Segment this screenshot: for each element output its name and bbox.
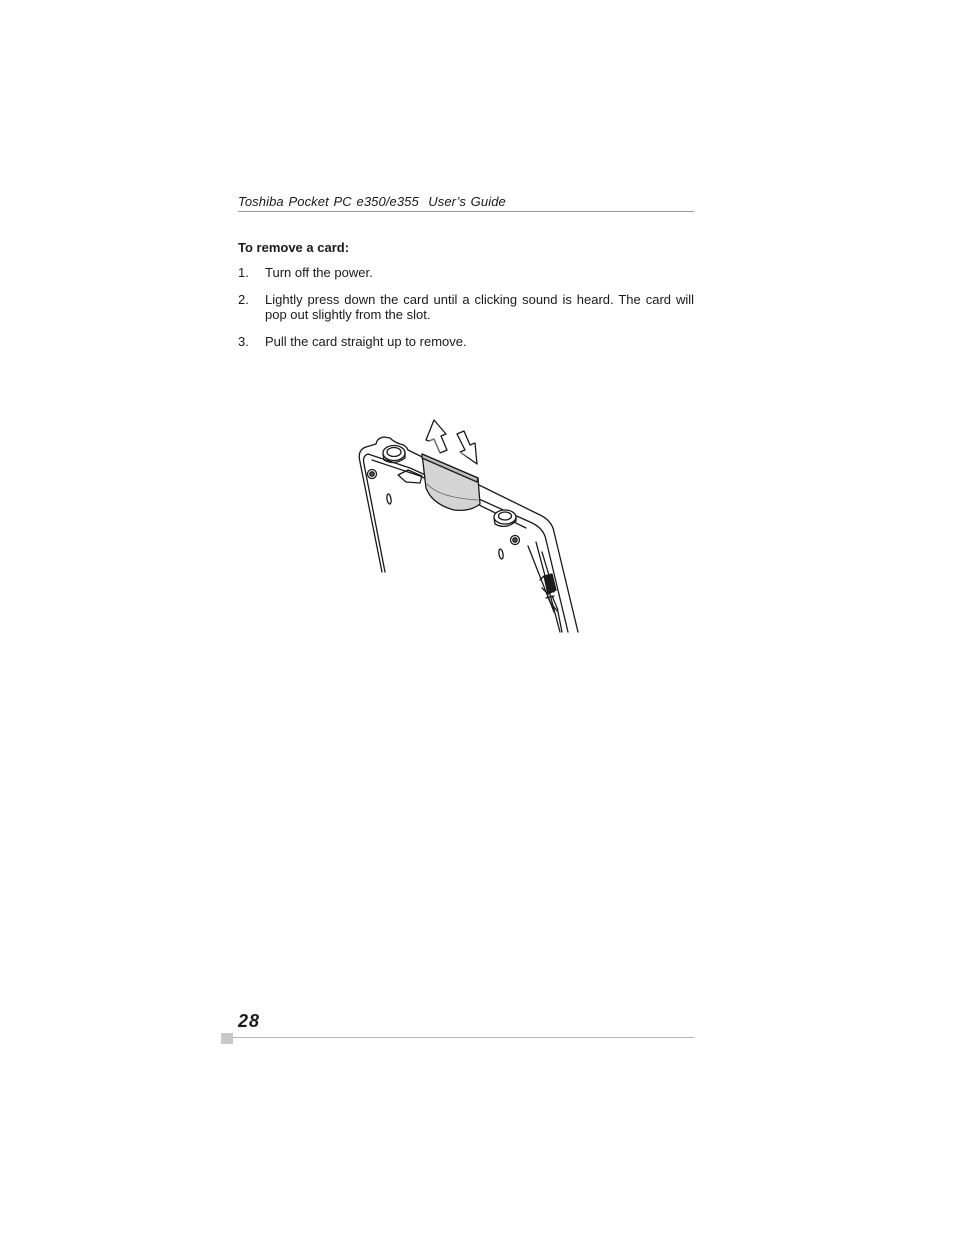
arrow-down-icon	[457, 431, 477, 464]
button-post	[494, 510, 516, 526]
step-text: Lightly press down the card until a clicking sound is heard. The card will pop out slightly from the slot.	[265, 292, 694, 322]
steps-list	[238, 265, 694, 361]
device-body	[359, 437, 578, 632]
step-number: 3.	[238, 334, 249, 349]
footer-marker	[221, 1033, 233, 1044]
page-number: 28	[238, 1011, 261, 1031]
screw-left	[368, 470, 377, 479]
step-item	[238, 265, 694, 280]
running-header: Toshiba Pocket PC e350/e355 User’s Guide	[238, 194, 506, 209]
vent-right	[498, 549, 504, 560]
step-number: 2.	[238, 292, 249, 307]
step-item	[238, 334, 694, 349]
step-text: Turn off the power.	[265, 265, 373, 280]
step-text: Pull the card straight up to remove.	[265, 334, 467, 349]
step-item	[238, 292, 694, 322]
vent-left	[386, 494, 392, 505]
footer-rule	[233, 1037, 694, 1038]
step-number: 1.	[238, 265, 249, 280]
section-heading: To remove a card:	[238, 240, 350, 255]
arrow-up-icon	[426, 420, 447, 453]
storage-card	[422, 454, 480, 510]
screw-right	[511, 536, 520, 545]
header-rule	[238, 211, 694, 212]
card-removal-illustration	[350, 412, 590, 638]
